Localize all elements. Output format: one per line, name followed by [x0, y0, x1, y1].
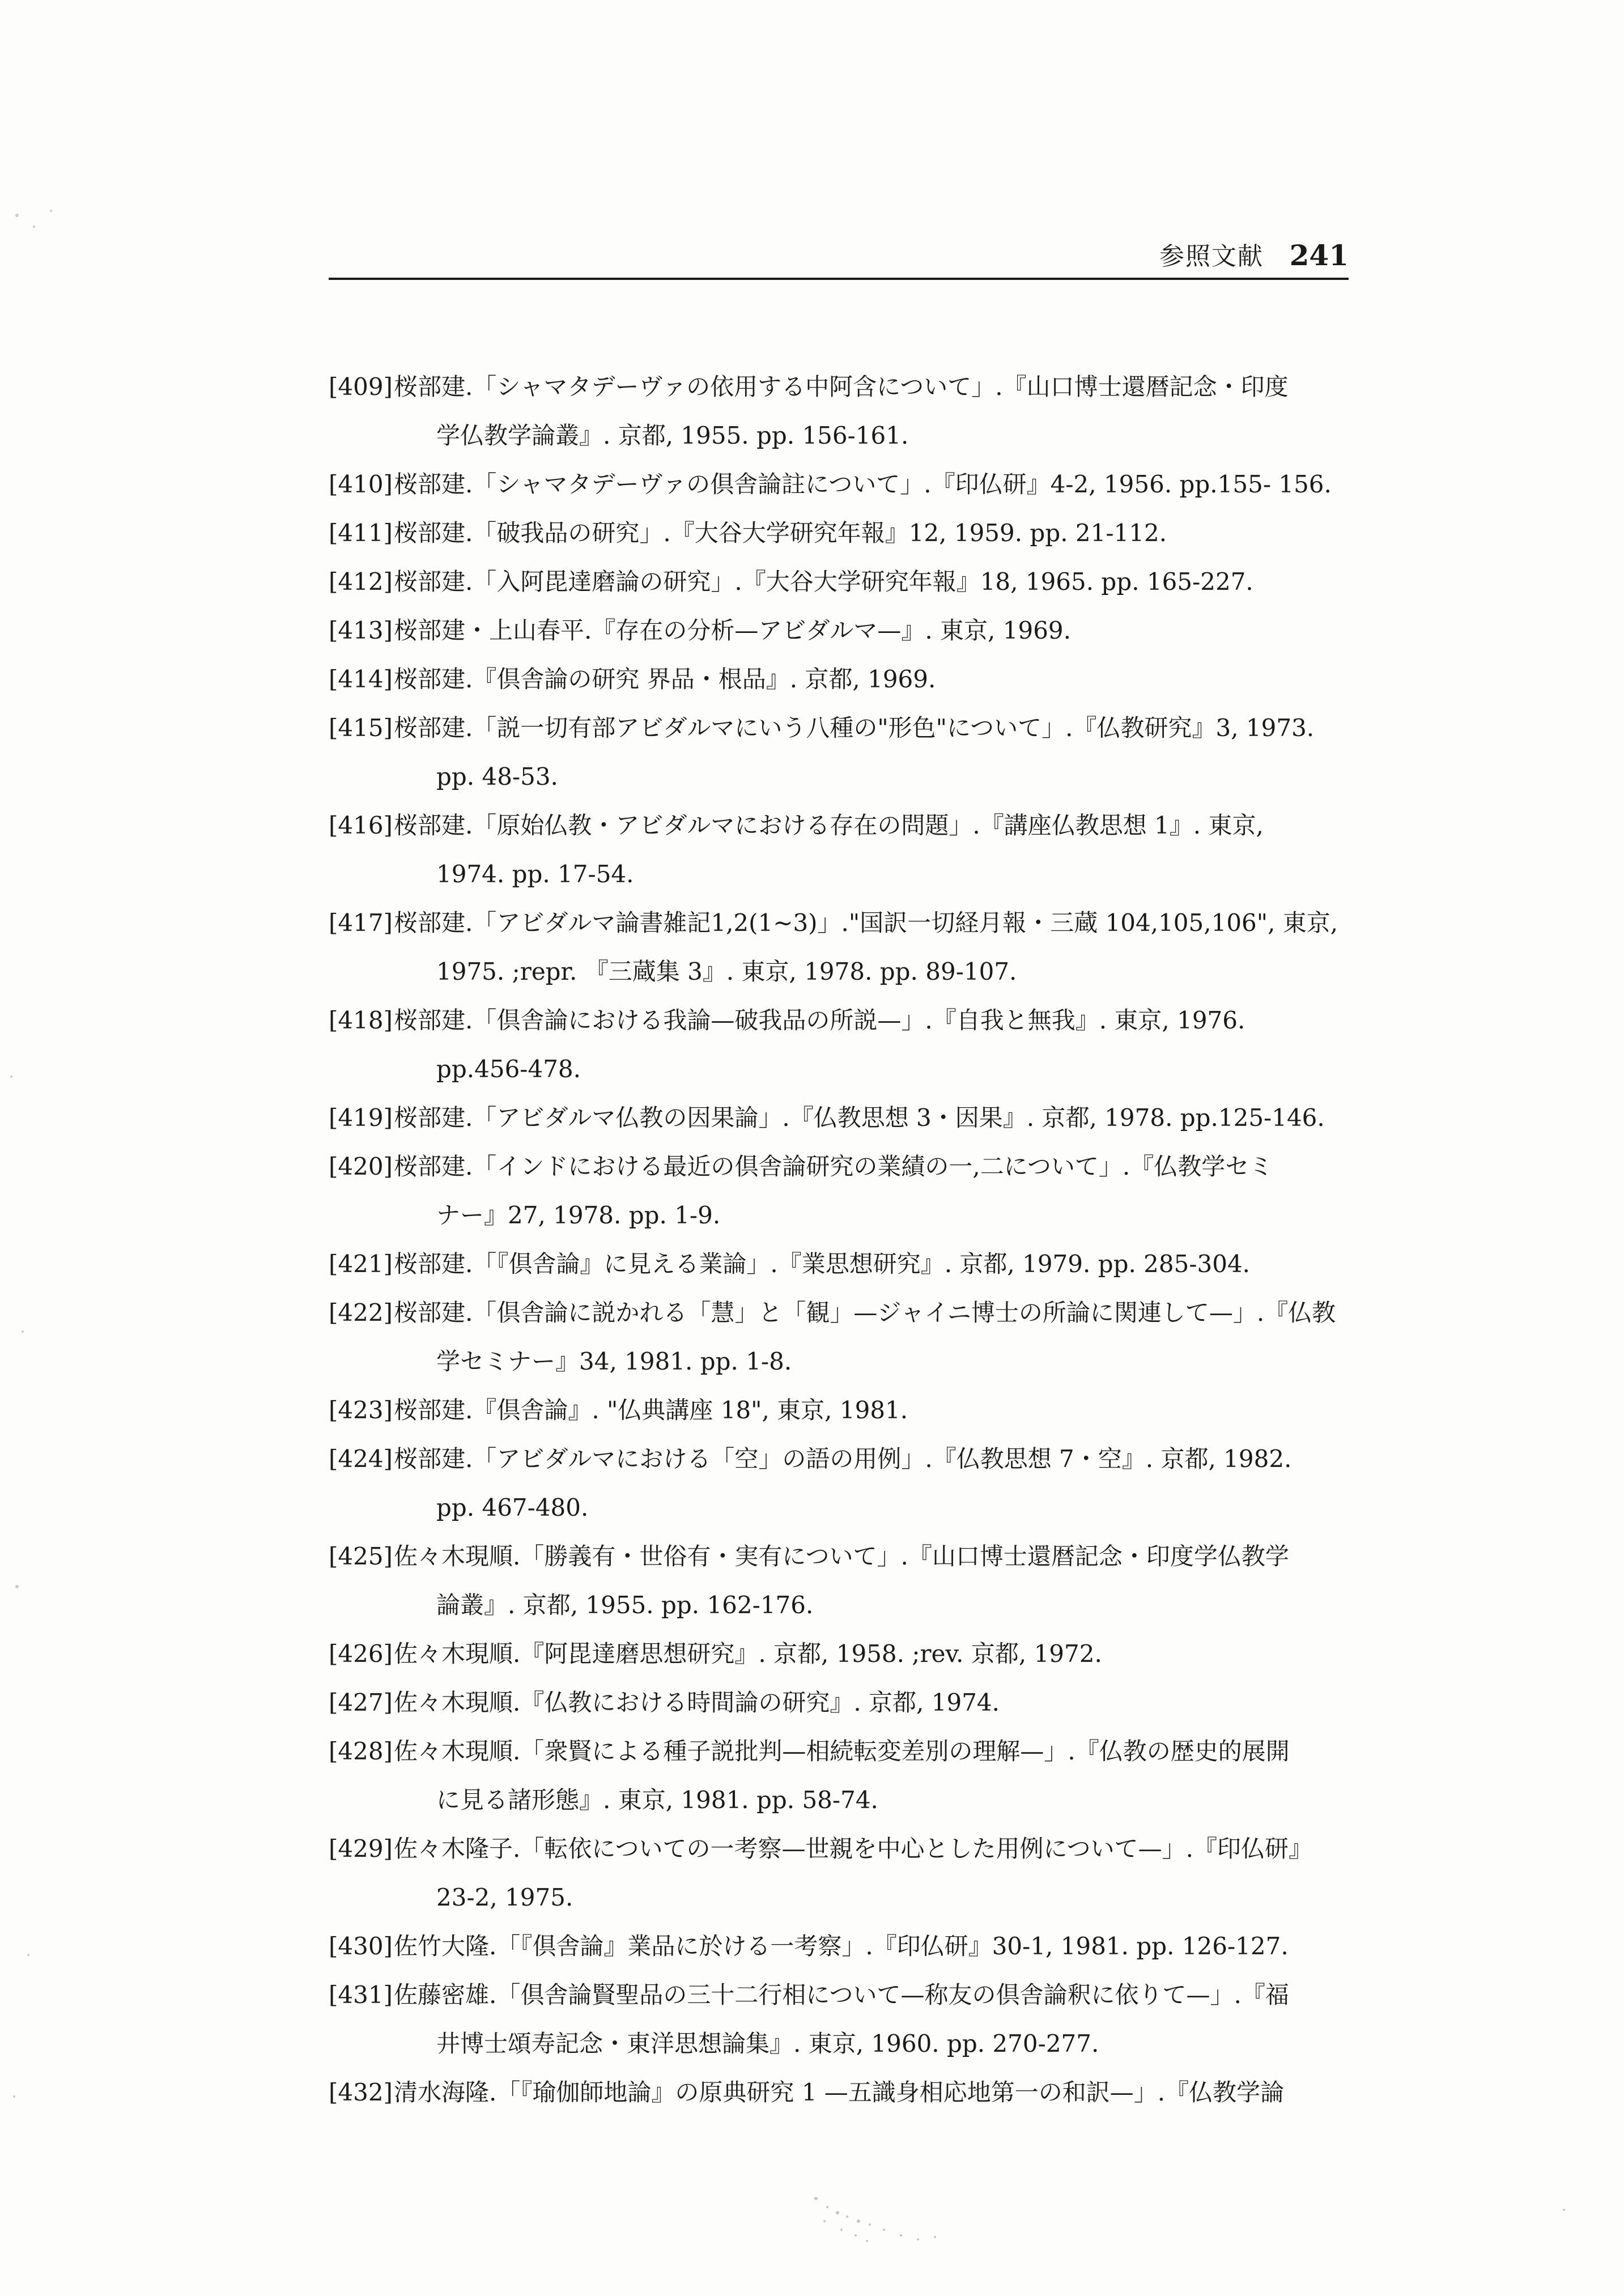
entry-text	[394, 1435, 1349, 1532]
bibliography-entry	[329, 704, 1349, 801]
header-title: 参照文献	[1159, 242, 1264, 271]
entry-number: [429]	[329, 1835, 393, 1863]
entry-line-first: 桜部建.「アビダルマにおける「空」の語の用例」.『仏教思想 7・空』. 京都, 1982.	[394, 1445, 1292, 1473]
bibliography-entry	[329, 801, 1349, 899]
entry-line-continuation: ナー』27, 1978. pp. 1-9.	[436, 1201, 721, 1229]
bibliography-entry	[329, 1630, 1349, 1678]
entry-number: [430]	[329, 1932, 393, 1960]
running-header	[329, 238, 1349, 280]
entry-number: [422]	[329, 1299, 393, 1326]
entry-number: [419]	[329, 1104, 393, 1132]
entry-line-first: 桜部建.「『倶舎論』に見える業論」.『業思想研究』. 京都, 1979. pp. 285-304.	[394, 1250, 1251, 1278]
entry-line-first: 佐竹大隆.「『倶舎論』業品に於ける一考察」.『印仏研』30-1, 1981. pp. 126-127.	[394, 1932, 1289, 1960]
entry-number: [416]	[329, 811, 393, 839]
entry-number: [426]	[329, 1640, 393, 1668]
entry-number: [420]	[329, 1153, 393, 1180]
entry-number: [410]	[329, 470, 393, 498]
entry-line-continuation: pp. 48-53.	[436, 763, 558, 790]
entry-text	[394, 996, 1349, 1094]
entry-line-first: 佐々木現順.「勝義有・世俗有・実有について」.『山口博士還暦記念・印度学仏教学	[394, 1542, 1289, 1570]
entry-text	[394, 2068, 1349, 2117]
entry-text	[394, 655, 1349, 704]
entry-number: [431]	[329, 1981, 393, 2009]
bibliography-entry	[329, 1435, 1349, 1532]
entry-text	[394, 1240, 1349, 1289]
entry-line-continuation: 学仏教学論叢』. 京都, 1955. pp. 156-161.	[436, 422, 909, 449]
entry-line-first: 桜部建.「原始仏教・アビダルマにおける存在の問題」.『講座仏教思想 1』. 東京,	[394, 811, 1264, 839]
bibliography-entry	[329, 606, 1349, 655]
entry-line-continuation: 学セミナー』34, 1981. pp. 1-8.	[436, 1347, 792, 1375]
bibliography-entry	[329, 509, 1349, 558]
entry-number: [423]	[329, 1396, 393, 1424]
entry-text	[394, 558, 1349, 606]
entry-line-continuation: pp.456-478.	[436, 1055, 581, 1083]
entry-number: [424]	[329, 1445, 393, 1473]
entry-text	[394, 899, 1349, 996]
entry-line-continuation: pp. 467-480.	[436, 1494, 589, 1521]
entry-line-continuation: 論叢』. 京都, 1955. pp. 162-176.	[436, 1591, 814, 1619]
bibliography-entry	[329, 996, 1349, 1094]
entry-text	[394, 704, 1349, 801]
bibliography-entry	[329, 899, 1349, 996]
bibliography-entry	[329, 1532, 1349, 1630]
entry-text	[394, 363, 1349, 460]
bibliography-entry	[329, 1289, 1349, 1386]
entry-text	[394, 1094, 1349, 1142]
entry-text	[394, 1678, 1349, 1727]
entry-line-first: 桜部建.「倶舎論における我論—破我品の所説—」.『自我と無我』. 東京, 1976.	[394, 1006, 1245, 1034]
entry-number: [409]	[329, 373, 393, 401]
entry-line-first: 桜部建.「インドにおける最近の倶舎論研究の業績の一,二について」.『仏教学セミ	[394, 1153, 1273, 1180]
entry-line-first: 桜部建.「入阿毘達磨論の研究」.『大谷大学研究年報』18, 1965. pp. 165-227.	[394, 568, 1253, 596]
entry-text	[394, 801, 1349, 899]
entry-text	[394, 509, 1349, 558]
entry-line-first: 桜部建.「破我品の研究」.『大谷大学研究年報』12, 1959. pp. 21-112.	[394, 519, 1167, 547]
entry-line-first: 佐々木現順.『阿毘達磨思想研究』. 京都, 1958. ;rev. 京都, 1972.	[394, 1640, 1102, 1668]
entry-line-continuation: 井博士頌寿記念・東洋思想論集』. 東京, 1960. pp. 270-277.	[436, 2030, 1099, 2057]
entry-text	[394, 1289, 1349, 1386]
bibliography-entry	[329, 1094, 1349, 1142]
entry-line-first: 桜部建.「アビダルマ仏教の因果論」.『仏教思想 3・因果』. 京都, 1978. pp.125-146.	[394, 1104, 1325, 1132]
entry-number: [411]	[329, 519, 393, 547]
entry-line-first: 桜部建.「シャマタデーヴァの倶舎論註について」.『印仏研』4-2, 1956. pp.155- 156.	[394, 470, 1332, 498]
entry-text	[394, 1922, 1349, 1971]
entry-text	[394, 1971, 1349, 2068]
entry-number: [428]	[329, 1737, 393, 1765]
bibliography-entry	[329, 1142, 1349, 1240]
entry-number: [421]	[329, 1250, 393, 1278]
bibliography-entry	[329, 1922, 1349, 1971]
entry-line-first: 佐々木隆子.「転依についての一考察—世親を中心とした用例について—」.『印仏研』	[394, 1835, 1313, 1863]
entry-number: [413]	[329, 616, 393, 644]
bibliography-entry	[329, 363, 1349, 460]
entry-number: [432]	[329, 2078, 393, 2106]
entry-number: [425]	[329, 1542, 393, 1570]
entry-number: [427]	[329, 1689, 393, 1716]
entry-line-first: 桜部建.「シャマタデーヴァの依用する中阿含について」.『山口博士還暦記念・印度	[394, 373, 1289, 401]
entry-number: [415]	[329, 714, 393, 742]
page-number: 241	[1289, 239, 1349, 272]
bibliography-entry	[329, 460, 1349, 509]
bibliography-entry	[329, 1678, 1349, 1727]
bibliography-entry	[329, 655, 1349, 704]
entry-text	[394, 1386, 1349, 1435]
bibliography-entry	[329, 2068, 1349, 2117]
entry-line-first: 佐々木現順.「衆賢による種子説批判—相続転変差別の理解—」.『仏教の歴史的展開	[394, 1737, 1290, 1765]
entry-line-first: 佐藤密雄.「倶舎論賢聖品の三十二行相について—称友の倶舎論釈に依りて—」.『福	[394, 1981, 1289, 2009]
entry-line-first: 佐々木現順.『仏教における時間論の研究』. 京都, 1974.	[394, 1689, 1000, 1716]
entry-number: [412]	[329, 568, 393, 596]
entry-text	[394, 1727, 1349, 1825]
entry-line-first: 清水海隆.「『瑜伽師地論』の原典研究 1 —五識身相応地第一の和訳—」.『仏教学論	[394, 2078, 1285, 2106]
entry-line-first: 桜部建・上山春平.『存在の分析—アビダルマ—』. 東京, 1969.	[394, 616, 1071, 644]
bibliography-entry	[329, 1971, 1349, 2068]
entry-text	[394, 1630, 1349, 1678]
entry-number: [418]	[329, 1006, 393, 1034]
entry-number: [417]	[329, 909, 393, 937]
entry-line-first: 桜部建.『倶舎論の研究 界品・根品』. 京都, 1969.	[394, 665, 936, 693]
entry-line-continuation: 23-2, 1975.	[436, 1883, 573, 1911]
entry-text	[394, 1142, 1349, 1240]
entry-text	[394, 460, 1349, 509]
entry-text	[394, 606, 1349, 655]
entry-text	[394, 1532, 1349, 1630]
bibliography-entry	[329, 1240, 1349, 1289]
entry-line-first: 桜部建.『倶舎論』. "仏典講座 18", 東京, 1981.	[394, 1396, 908, 1424]
bibliography-entry	[329, 1727, 1349, 1825]
bibliography-list	[329, 363, 1349, 2117]
entry-line-first: 桜部建.「アビダルマ論書雑記1,2(1~3)」."国訳一切経月報・三蔵 104,105,106", 東京,	[394, 909, 1338, 937]
bibliography-entry	[329, 558, 1349, 606]
entry-line-first: 桜部建.「倶舎論に説かれる「慧」と「観」—ジャイニ博士の所論に関連して—」.『仏教	[394, 1299, 1336, 1326]
entry-line-first: 桜部建.「説一切有部アビダルマにいう八種の"形色"について」.『仏教研究』3, 1973.	[394, 714, 1315, 742]
bibliography-entry	[329, 1386, 1349, 1435]
entry-line-continuation: 1974. pp. 17-54.	[436, 860, 634, 888]
bibliography-entry	[329, 1825, 1349, 1922]
entry-line-continuation: に見る諸形態』. 東京, 1981. pp. 58-74.	[436, 1786, 878, 1814]
entry-text	[394, 1825, 1349, 1922]
entry-number: [414]	[329, 665, 393, 693]
entry-line-continuation: 1975. ;repr. 『三蔵集 3』. 東京, 1978. pp. 89-107.	[436, 958, 1017, 985]
